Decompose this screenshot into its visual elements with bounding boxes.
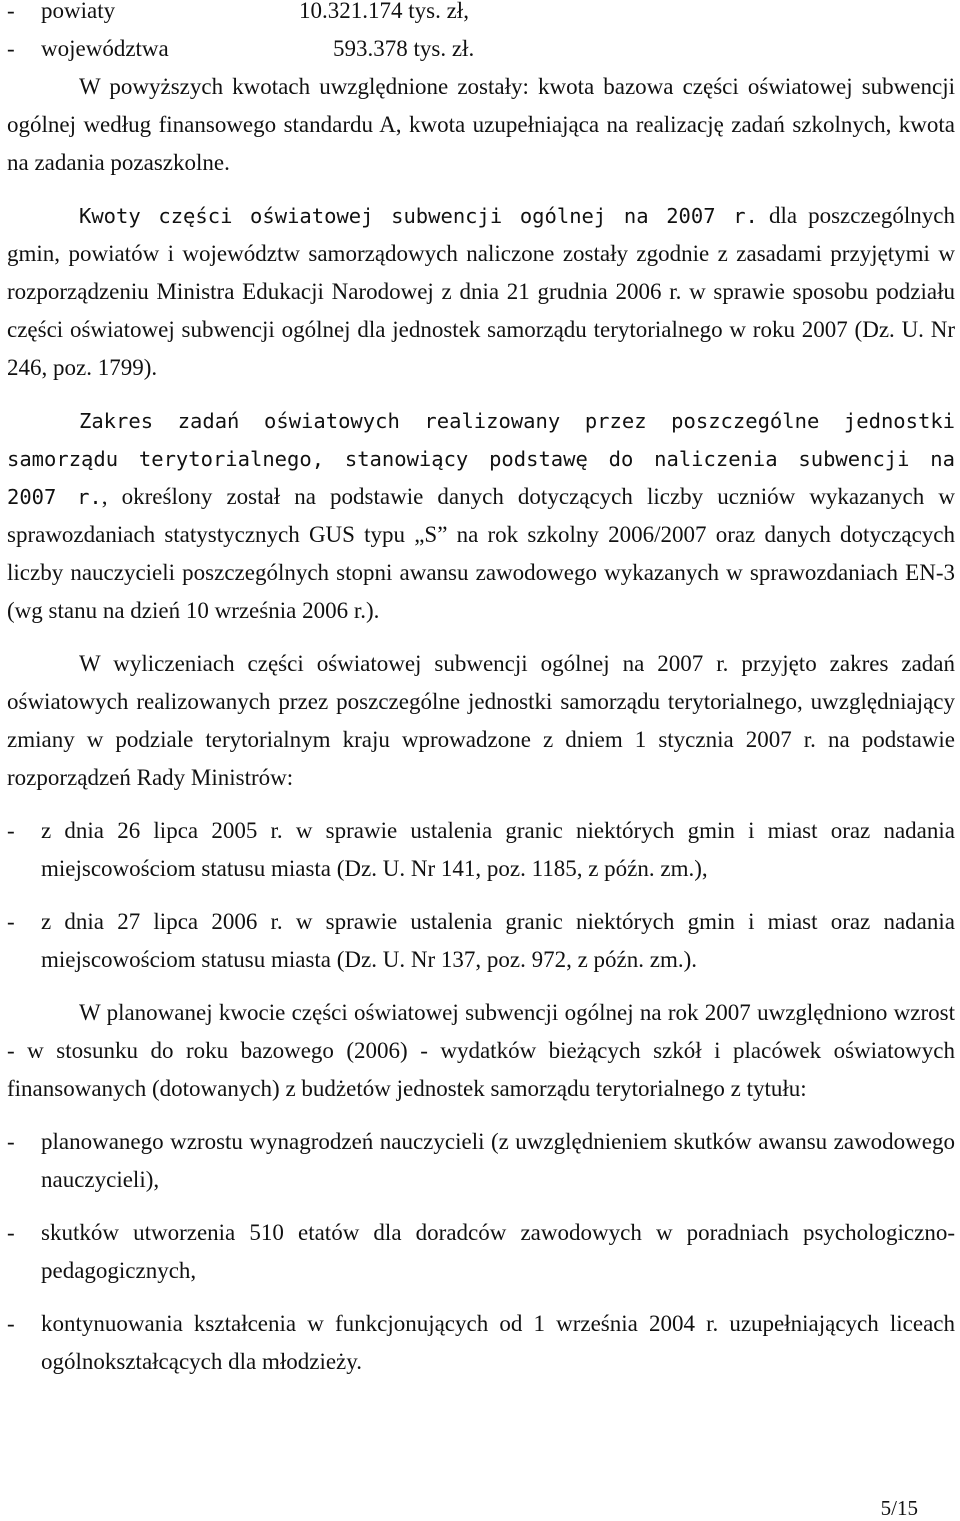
list-item-salary-increase — [7, 1123, 955, 1199]
list-item-supplementary-lyceums — [7, 1305, 955, 1381]
list-dash: - — [7, 0, 15, 23]
list-dash: - — [7, 1311, 15, 1336]
paragraph-amounts-calculation — [7, 197, 955, 387]
paragraph-lead-text: Kwoty części oświatowej subwencji ogólnej na 2007 r. — [79, 204, 758, 228]
paragraph-task-scope — [7, 402, 955, 630]
amount-row-wojewodztwa — [7, 30, 955, 68]
paragraph-lead-text: Zakres zadań oświatowych realizowany przez poszczególne jednostki samorządu terytorialnego, stanowiący podstawę do naliczenia subwencji na 2007 r. — [7, 409, 955, 509]
amount-value: 10.321.174 tys. zł, — [299, 0, 469, 23]
list-item-text: z dnia 27 lipca 2006 r. w sprawie ustalenia granic niektórych gmin i miast oraz nadania miejscowościom statusu miasta (Dz. U. Nr 137, poz. 972, z późn. zm.). — [41, 909, 955, 972]
document-page — [7, 0, 955, 1381]
list-dash: - — [7, 1220, 15, 1245]
list-dash: - — [7, 818, 15, 843]
paragraph-planned-increase: W planowanej kwocie części oświatowej subwencji ogólnej na rok 2007 uwzględniono wzrost - w stosunku do roku bazowego (2006) - wydatków bieżących szkół i placówek oświatowych finansowanych (dotowanych) z budżetów jednostek samorządu terytorialnego z tytułu: — [7, 1000, 955, 1101]
list-dash: - — [7, 36, 15, 61]
paragraph-body-text: dla poszczególnych gmin, powiatów i województw samorządowych naliczone zostały zgodnie z zasadami przyjętymi w rozporządzeniu Ministra Edukacji Narodowej z dnia 21 grudnia 2006 r. w sprawie sposobu podziału części oświatowej subwencji ogólnej dla jednostek samorządu terytorialnego w roku 2007 (Dz. U. Nr 246, poz. 1799). — [7, 203, 955, 380]
list-item-regulation-2005 — [7, 812, 955, 888]
amount-label: powiaty — [41, 0, 116, 23]
list-item-text: z dnia 26 lipca 2005 r. w sprawie ustalenia granic niektórych gmin i miast oraz nadania miejscowościom statusu miasta (Dz. U. Nr 141, poz. 1185, z późn. zm.), — [41, 818, 955, 881]
amount-value: 593.378 tys. zł. — [333, 36, 475, 61]
amount-label: województwa — [41, 36, 169, 61]
list-item-text: skutków utworzenia 510 etatów dla doradców zawodowych w poradniach psychologiczno-pedagogicznych, — [41, 1220, 955, 1283]
list-item-career-advisors — [7, 1214, 955, 1290]
paragraph-territorial-changes: W wyliczeniach części oświatowej subwencji ogólnej na 2007 r. przyjęto zakres zadań oświatowych realizowanych przez poszczególne jednostki samorządu terytorialnego, uwzględniający zmiany w podziale terytorialnym kraju wprowadzone z dniem 1 stycznia 2007 r. na podstawie rozporządzeń Rady Ministrów: — [7, 651, 955, 790]
list-item-text: kontynuowania kształcenia w funkcjonujących od 1 września 2004 r. uzupełniających liceach ogólnokształcących dla młodzieży. — [41, 1311, 955, 1374]
paragraph-body-text: , określony został na podstawie danych dotyczących liczby uczniów wykazanych w sprawozdaniach statystycznych GUS typu „S” na rok szkolny 2006/2007 oraz danych dotyczących liczby nauczycieli poszczególnych stopni awansu zawodowego wykazanych w sprawozdaniach EN-3 (wg stanu na dzień 10 września 2006 r.). — [7, 484, 955, 623]
page-number: 5/15 — [880, 1496, 918, 1520]
amount-row-powiaty — [7, 0, 955, 30]
list-item-regulation-2006 — [7, 903, 955, 979]
list-dash: - — [7, 909, 15, 934]
list-dash: - — [7, 1129, 15, 1154]
list-item-text: planowanego wzrostu wynagrodzeń nauczycieli (z uwzględnieniem skutków awansu zawodowego nauczycieli), — [41, 1129, 955, 1192]
paragraph-included-amounts: W powyższych kwotach uwzględnione zostały: kwota bazowa części oświatowej subwencji ogólnej według finansowego standardu A, kwota uzupełniająca na realizację zadań szkolnych, kwota na zadania pozaszkolne. — [7, 74, 955, 175]
